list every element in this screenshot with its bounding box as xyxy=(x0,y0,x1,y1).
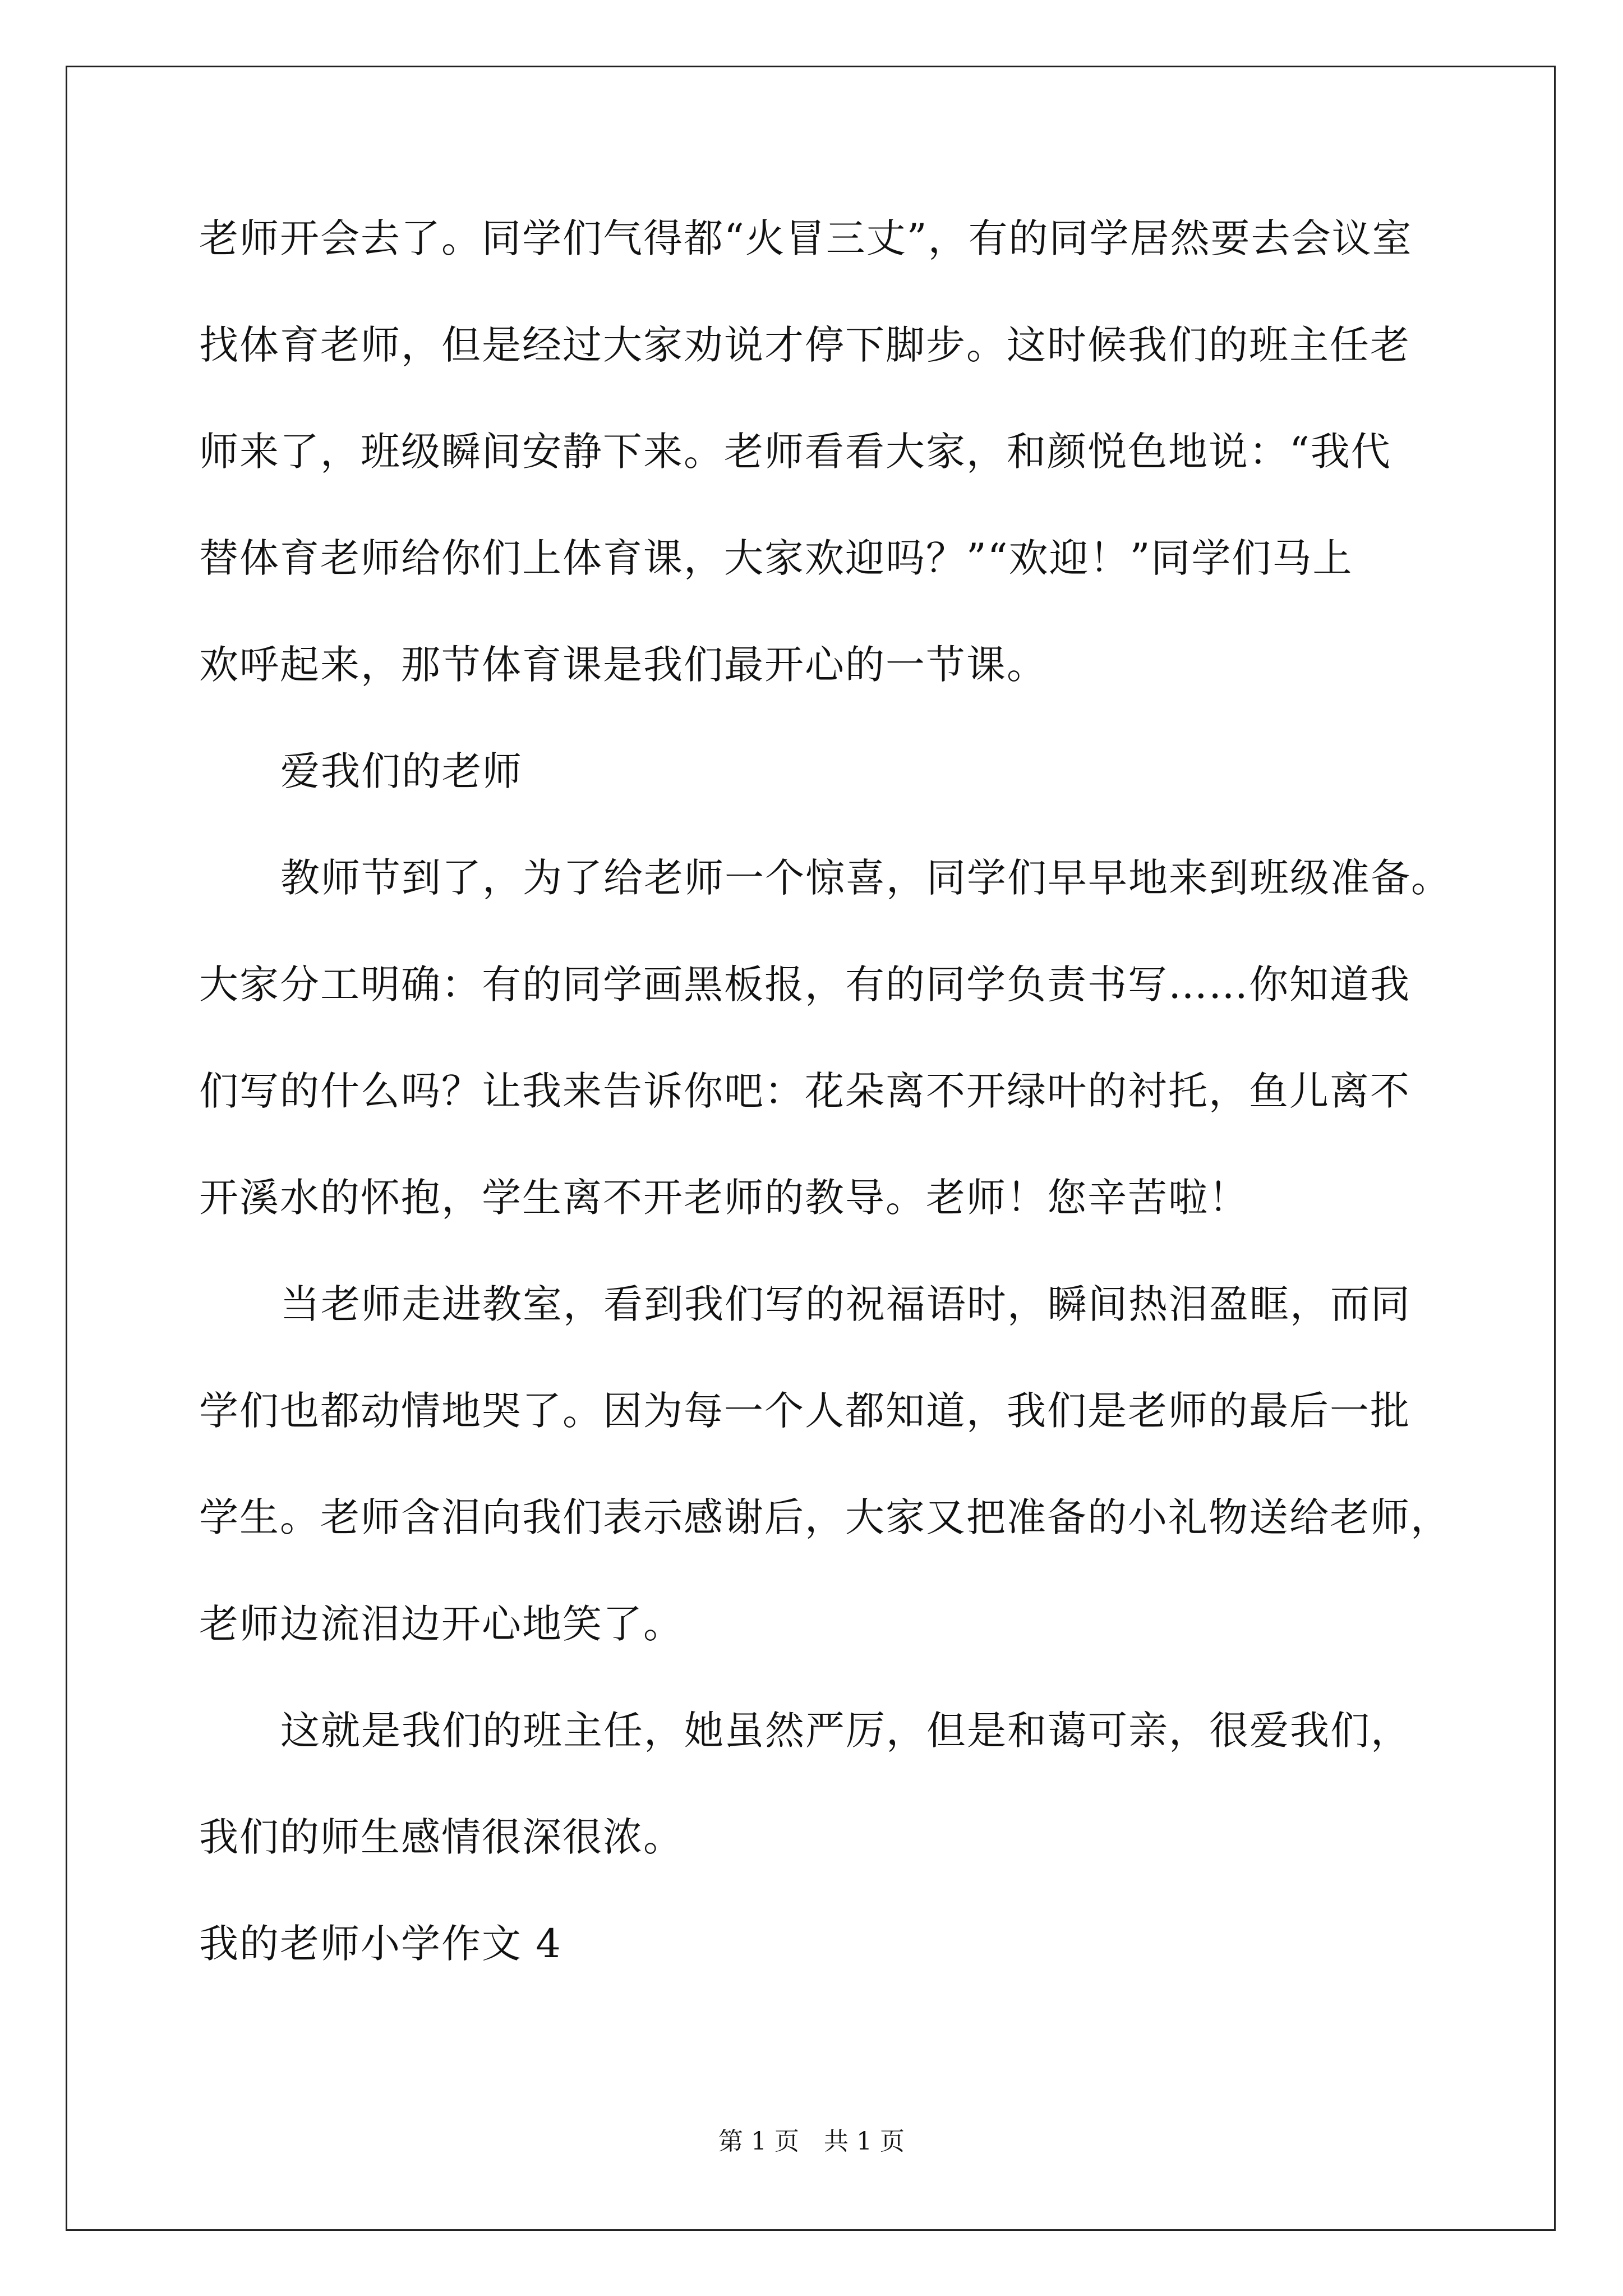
text-line: 欢呼起来，那节体育课是我们最开心的一节课。 xyxy=(199,642,1047,688)
article-title: 我的老师小学作文 4 xyxy=(199,1921,562,1967)
text-line: 大家分工明确：有的同学画黑板报，有的同学负责书写……你知道我 xyxy=(199,961,1410,1007)
text-line: 教师节到了，为了给老师一个惊喜，同学们早早地来到班级准备。 xyxy=(280,855,1451,901)
text-line: 老师开会去了。同学们气得都“火冒三丈”，有的同学居然要去会议室 xyxy=(199,215,1413,261)
section-heading: 爱我们的老师 xyxy=(280,748,523,794)
page-border xyxy=(66,66,1556,2231)
text-line: 这就是我们的班主任，她虽然严厉，但是和蔼可亲，很爱我们， xyxy=(280,1708,1411,1754)
text-line: 老师边流泪边开心地笑了。 xyxy=(199,1601,684,1647)
text-line: 我们的师生感情很深很浓。 xyxy=(199,1814,684,1860)
text-line: 师来了，班级瞬间安静下来。老师看看大家，和颜悦色地说：“我代 xyxy=(199,429,1391,475)
page-footer: 第 1 页 共 1 页 xyxy=(718,2127,905,2156)
text-line: 替体育老师给你们上体育课，大家欢迎吗？”“欢迎！”同学们马上 xyxy=(199,535,1353,581)
text-line: 学们也都动情地哭了。因为每一个人都知道，我们是老师的最后一批 xyxy=(199,1388,1410,1434)
text-line: 找体育老师，但是经过大家劝说才停下脚步。这时候我们的班主任老 xyxy=(199,322,1410,368)
text-line: 当老师走进教室，看到我们写的祝福语时，瞬间热泪盈眶，而同 xyxy=(280,1281,1411,1327)
text-line: 开溪水的怀抱，学生离不开老师的教导。老师！您辛苦啦！ xyxy=(199,1175,1249,1221)
text-line: 学生。老师含泪向我们表示感谢后，大家又把准备的小礼物送给老师， xyxy=(199,1494,1451,1540)
text-line: 们写的什么吗？让我来告诉你吧：花朵离不开绿叶的衬托，鱼儿离不 xyxy=(199,1068,1410,1114)
